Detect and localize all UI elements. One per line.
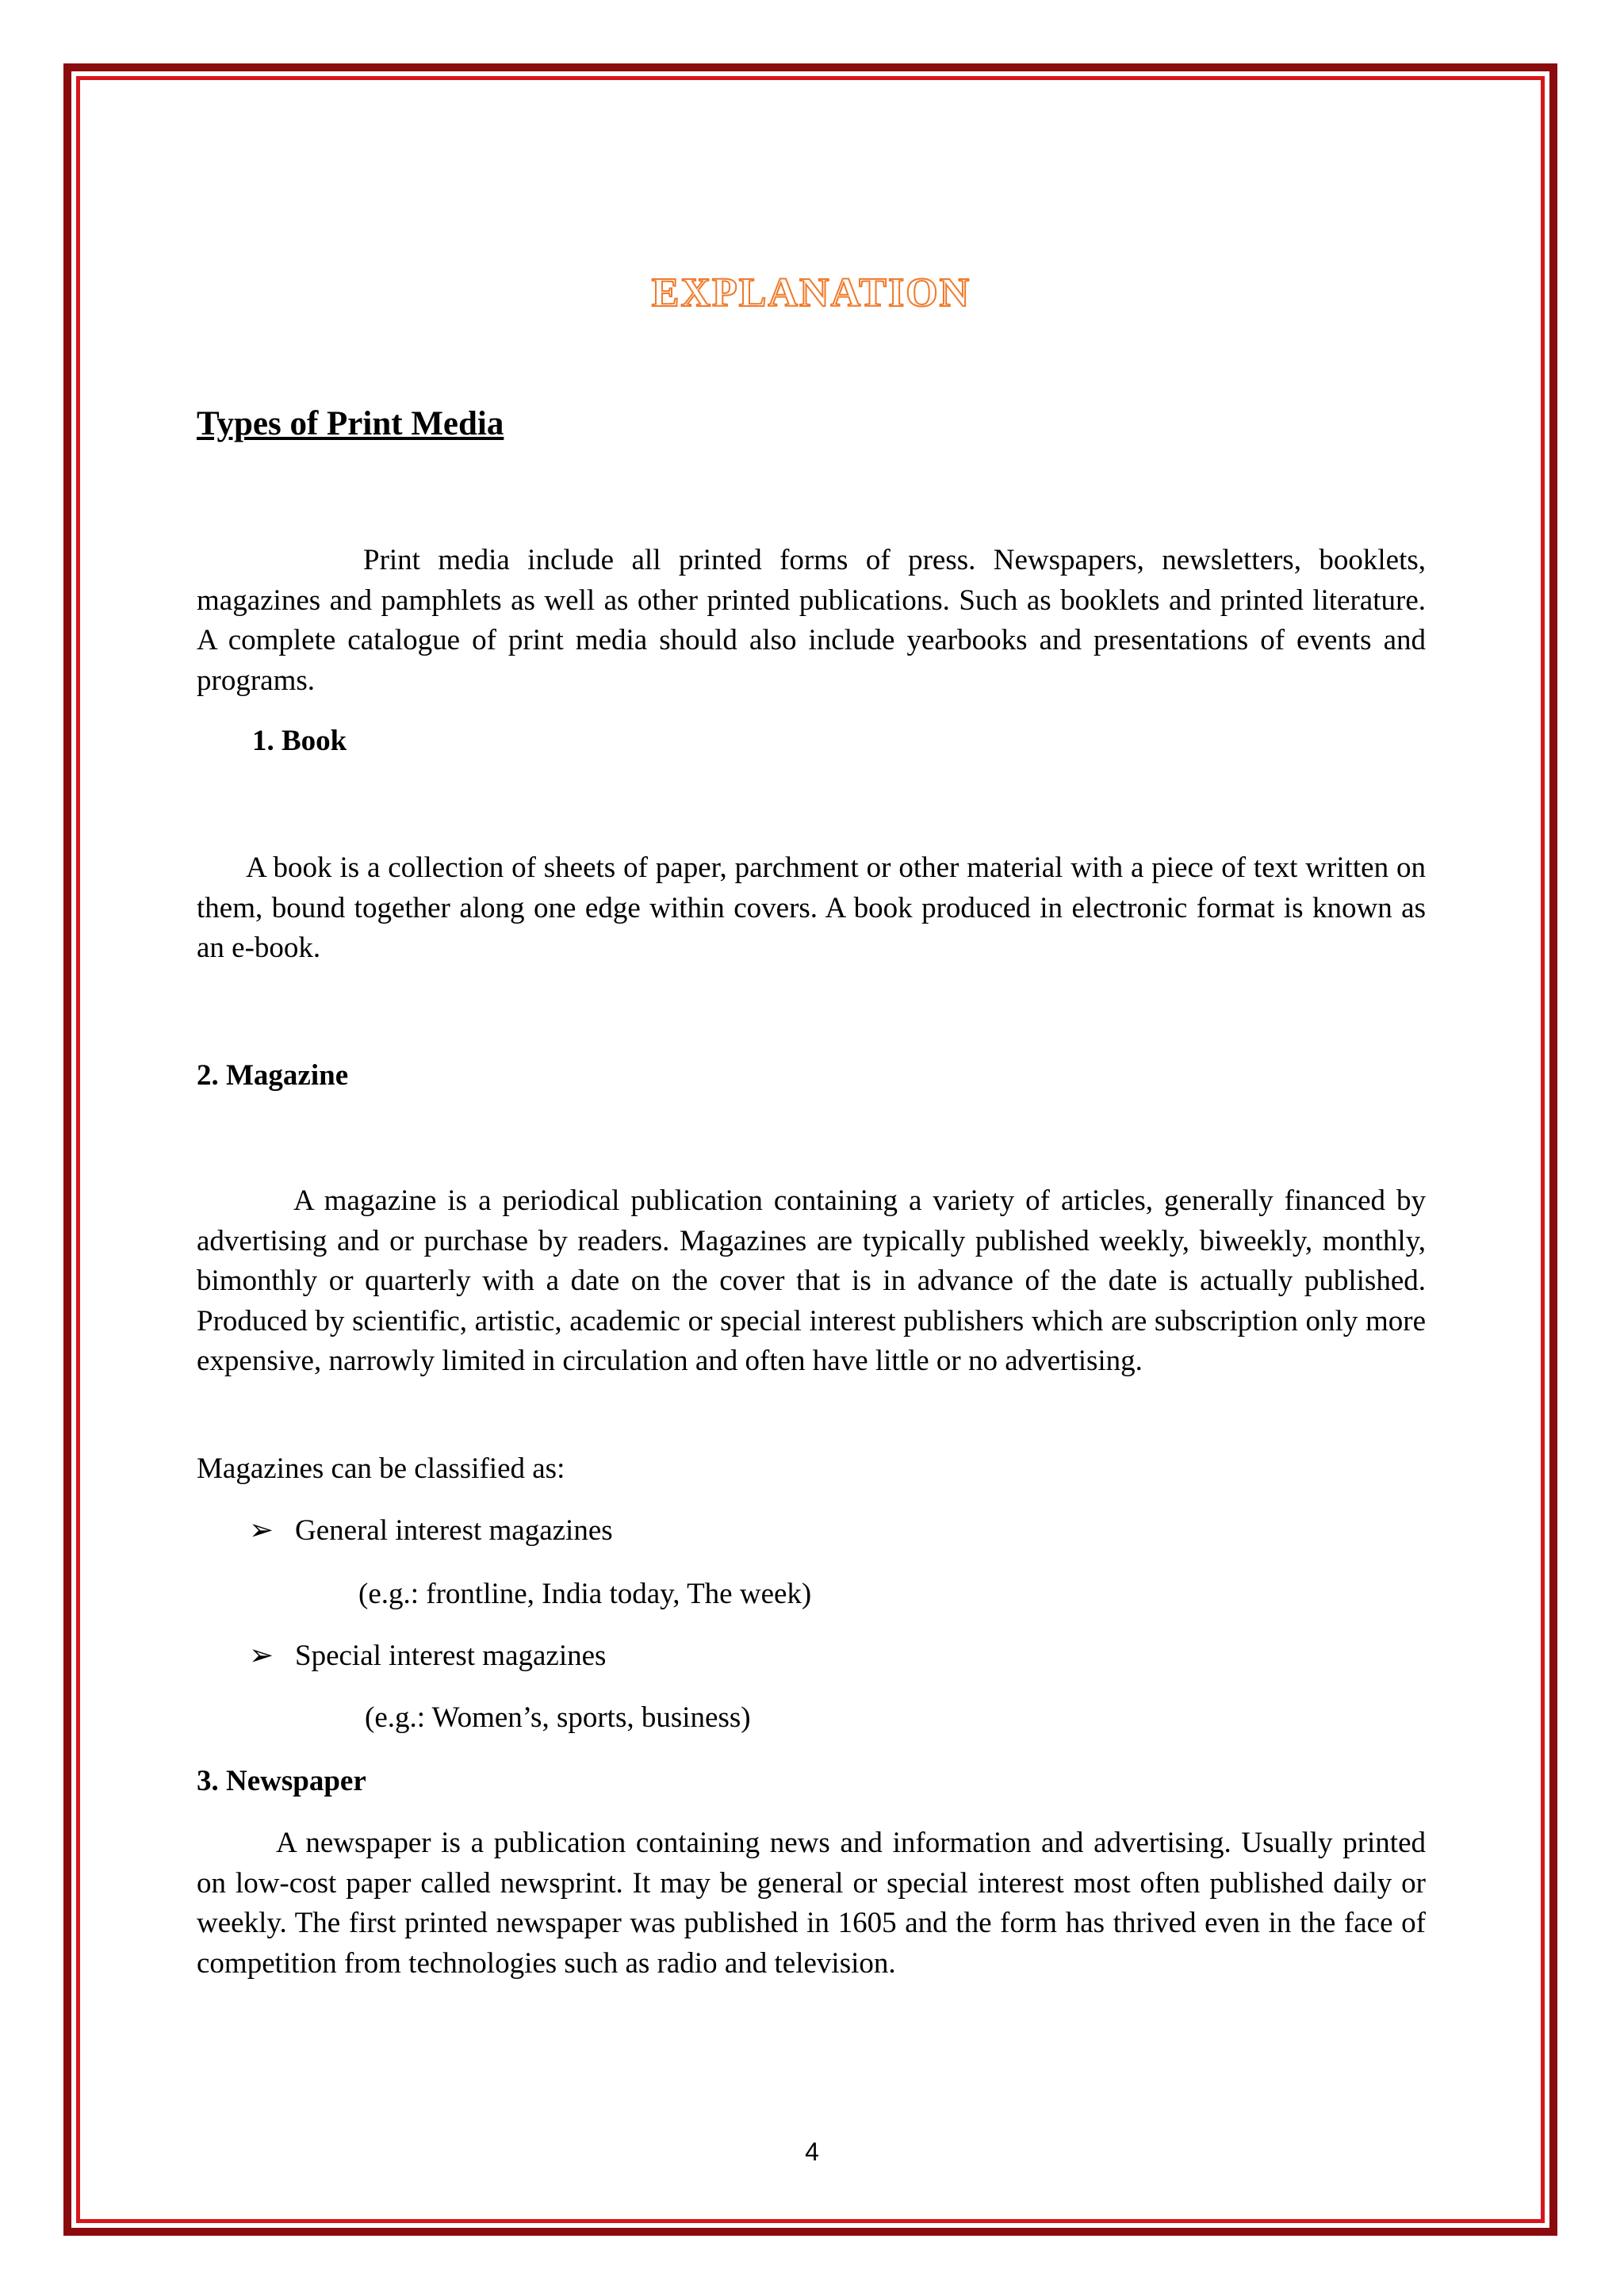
page-number: 4 bbox=[805, 2137, 819, 2166]
section-heading: Types of Print Media bbox=[197, 405, 504, 442]
list-item bbox=[249, 1636, 606, 1676]
magazine-paragraph: A magazine is a periodical publication containing a variety of articles, generally financed by advertising and or purchase by readers. Magazines are typically published weekly, biweekly, monthly, bimonthly or quarterly with a date on the cover that is in advance of the date is actually published. Produced by scientific, artistic, academic or special interest publishers which are subscription only more expensive, narrowly limited in circulation and often have little or no advertising. bbox=[197, 1184, 1426, 1377]
magazine-heading: 2. Magazine bbox=[197, 1059, 349, 1092]
list-item bbox=[249, 1511, 613, 1551]
newspaper-paragraph: A newspaper is a publication containing news and information and advertising. Usually printed on low-cost paper called newsprint. It may be general or special interest most often published daily or weekly. The first printed newspaper was published in 1605 and the form has thrived even in the face of competition from technologies such as radio and television. bbox=[197, 1827, 1426, 1980]
book-heading: 1. Book bbox=[252, 725, 347, 757]
arrow-bullet-icon: ➢ bbox=[249, 1640, 274, 1672]
magazine-classified-label: Magazines can be classified as: bbox=[197, 1452, 565, 1485]
arrow-bullet-icon: ➢ bbox=[249, 1514, 274, 1547]
newspaper-heading: 3. Newspaper bbox=[197, 1765, 366, 1797]
list-item-example: (e.g.: Women’s, sports, business) bbox=[365, 1701, 751, 1734]
page-title: EXPLANATION bbox=[651, 270, 971, 316]
page-content bbox=[197, 262, 1426, 1980]
book-paragraph: A book is a collection of sheets of paper, parchment or other material with a piece of text written on them, bound together along one edge within covers. A book produced in electronic format is known as an e-book. bbox=[197, 851, 1426, 964]
list-item-example: (e.g.: frontline, India today, The week) bbox=[358, 1578, 812, 1610]
list-item-label: Special interest magazines bbox=[295, 1640, 607, 1672]
intro-paragraph: Print media include all printed forms of press. Newspapers, newsletters, booklets, magazines and pamphlets as well as other printed publications. Such as booklets and printed literature. A complete catalogue of print media should also include yearbooks and presentations of events and programs. bbox=[197, 544, 1426, 697]
list-item-label: General interest magazines bbox=[295, 1514, 613, 1547]
